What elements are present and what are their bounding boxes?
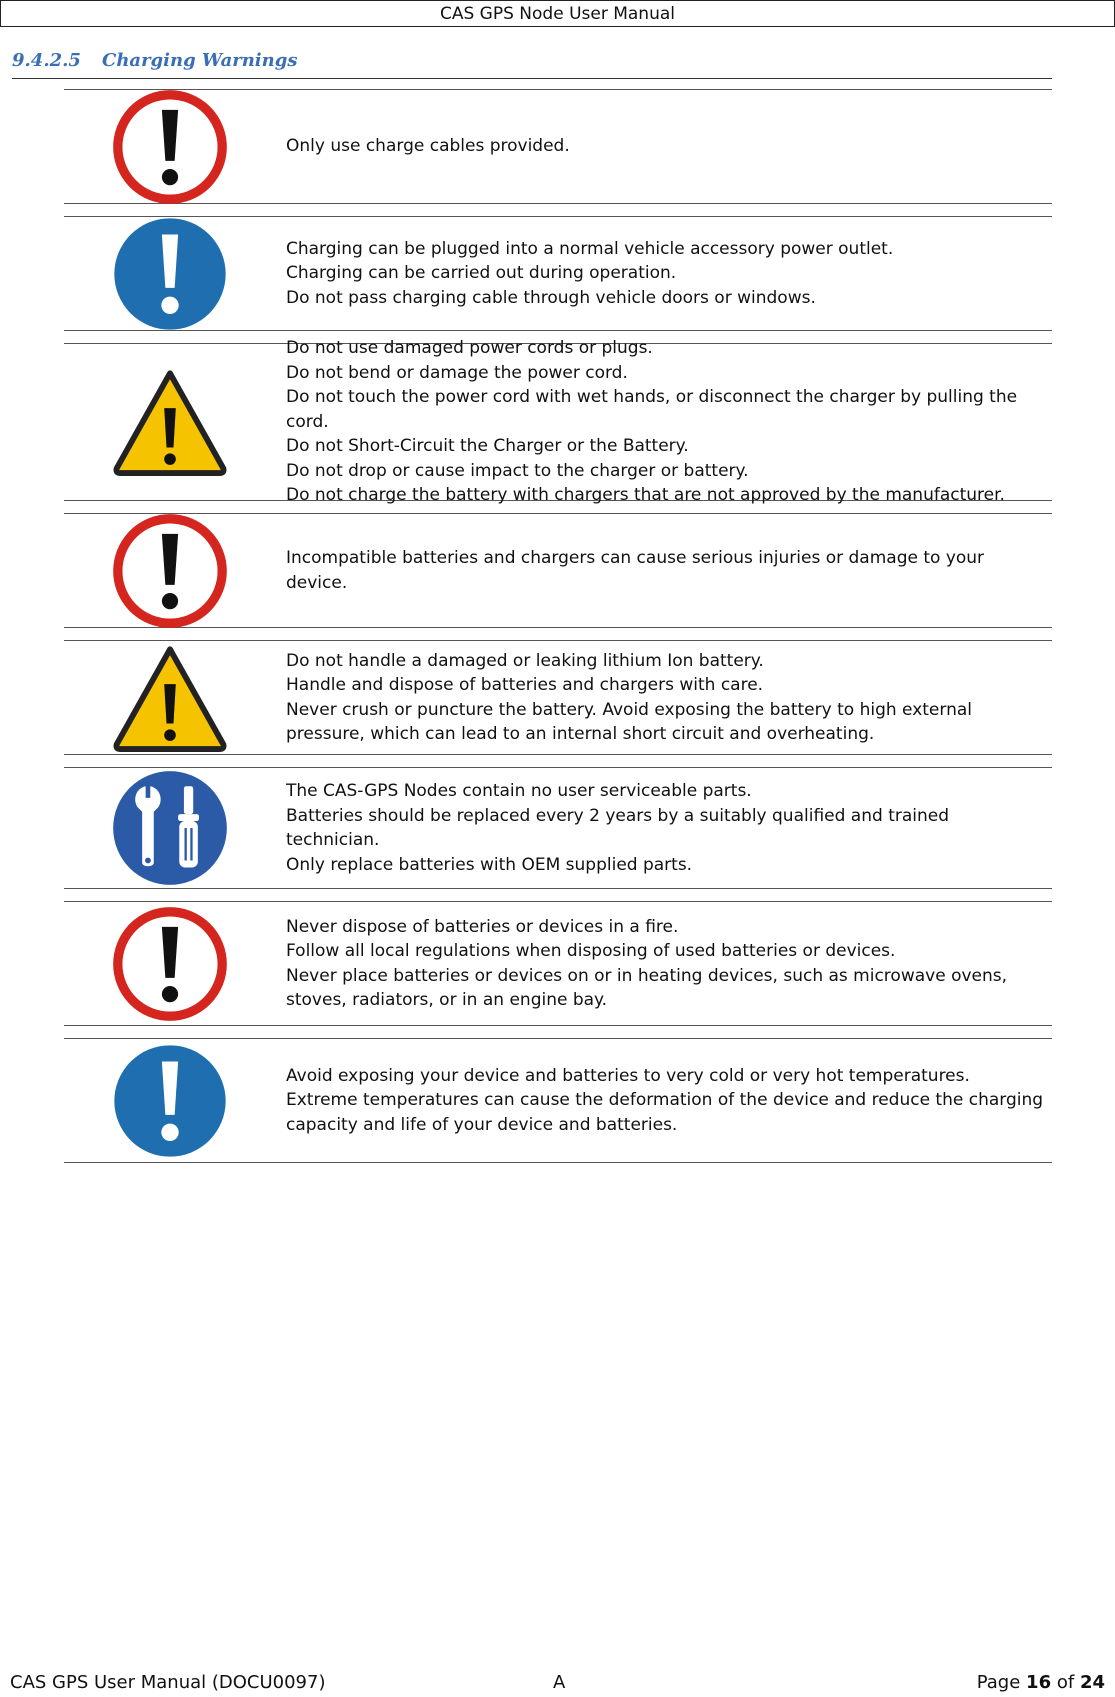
warning-row: [64, 901, 1052, 1026]
section-title: Charging Warnings: [102, 50, 298, 71]
warning-line: Never place batteries or devices on or in heating devices, such as microwave ovens, stoves, radiators, or in an engine bay.: [286, 965, 1008, 1010]
warning-row: [64, 338, 1052, 506]
warning-text: [286, 217, 1046, 330]
warning-line: Never crush or puncture the battery. Avoid exposing the battery to high external pressure, which can lead to an internal short circuit and overheating.: [286, 699, 972, 744]
warning-line: Extreme temperatures can cause the deformation of the device and reduce the charging capacity and life of your device and batteries.: [286, 1090, 1044, 1135]
warning-row: [64, 513, 1052, 628]
page-of: of: [1056, 1672, 1075, 1693]
warning-row: [64, 89, 1052, 204]
caution-triangle-icon: [112, 364, 228, 480]
warning-row: [64, 216, 1052, 331]
warning-row: [64, 1038, 1052, 1163]
warning-text: [286, 90, 1046, 203]
warning-text: [286, 1039, 1046, 1162]
warning-text: [286, 641, 1046, 754]
warning-line: Incompatible batteries and chargers can cause serious injuries or damage to your device.: [286, 548, 985, 593]
warning-line: Charging can be carried out during operation.: [286, 263, 677, 284]
page-number: [977, 1672, 1105, 1693]
warning-line: Only use charge cables provided.: [286, 136, 570, 157]
warning-line: Avoid exposing your device and batteries to very cold or very hot temperatures.: [286, 1065, 970, 1086]
warning-line: Charging can be plugged into a normal vehicle accessory power outlet.: [286, 238, 894, 259]
page-current: 16: [1026, 1672, 1052, 1693]
warning-line: Do not bend or damage the power cord.: [286, 362, 628, 383]
page-footer: [10, 1672, 1105, 1696]
page-label: Page: [976, 1672, 1021, 1693]
warning-line: Do not pass charging cable through vehicle doors or windows.: [286, 287, 816, 308]
warning-text: [286, 902, 1046, 1025]
page-header: [0, 0, 1115, 27]
warning-row: [64, 767, 1052, 889]
warning-line: Follow all local regulations when disposing of used batteries or devices.: [286, 941, 896, 961]
warning-row: [64, 640, 1052, 755]
warning-line: Do not Short-Circuit the Charger or the Battery.: [286, 436, 689, 457]
document-title: CAS GPS Node User Manual: [439, 4, 675, 24]
section-number: 9.4.2.5: [12, 50, 81, 71]
caution-triangle-icon: [112, 640, 228, 756]
prohibit-exclamation-icon: [112, 906, 228, 1022]
warning-line: Do not handle a damaged or leaking lithium Ion battery.: [286, 650, 764, 671]
section-heading: [12, 50, 1052, 79]
warning-line: Do not touch the power cord with wet hands, or disconnect the charger by pulling the cord.: [286, 387, 1018, 432]
tools-service-icon: [112, 770, 228, 886]
footer-revision: A: [553, 1672, 566, 1693]
prohibit-exclamation-icon: [112, 89, 228, 205]
warning-line: Do not use damaged power cords or plugs.: [286, 338, 653, 359]
warnings-table: [64, 89, 1052, 1175]
mandatory-info-icon: [112, 216, 228, 332]
mandatory-info-icon: [112, 1043, 228, 1159]
warning-line: Batteries should be replaced every 2 years by a suitably qualified and trained technician.: [286, 805, 950, 850]
warning-text: [286, 338, 1046, 506]
warning-line: Handle and dispose of batteries and chargers with care.: [286, 675, 764, 695]
warning-text: [286, 768, 1046, 888]
warning-line: Do not drop or cause impact to the charger or battery.: [286, 460, 749, 481]
warning-line: Never dispose of batteries or devices in a fire.: [286, 916, 679, 937]
warning-line: The CAS-GPS Nodes contain no user serviceable parts.: [286, 781, 752, 801]
warning-line: Do not charge the battery with chargers that are not approved by the manufacturer.: [286, 485, 1005, 506]
footer-document-id: CAS GPS User Manual (DOCU0097): [10, 1672, 326, 1693]
warning-line: Only replace batteries with OEM supplied parts.: [286, 854, 693, 875]
prohibit-exclamation-icon: [112, 513, 228, 629]
warning-text: [286, 514, 1046, 627]
page-total: 24: [1079, 1672, 1105, 1693]
